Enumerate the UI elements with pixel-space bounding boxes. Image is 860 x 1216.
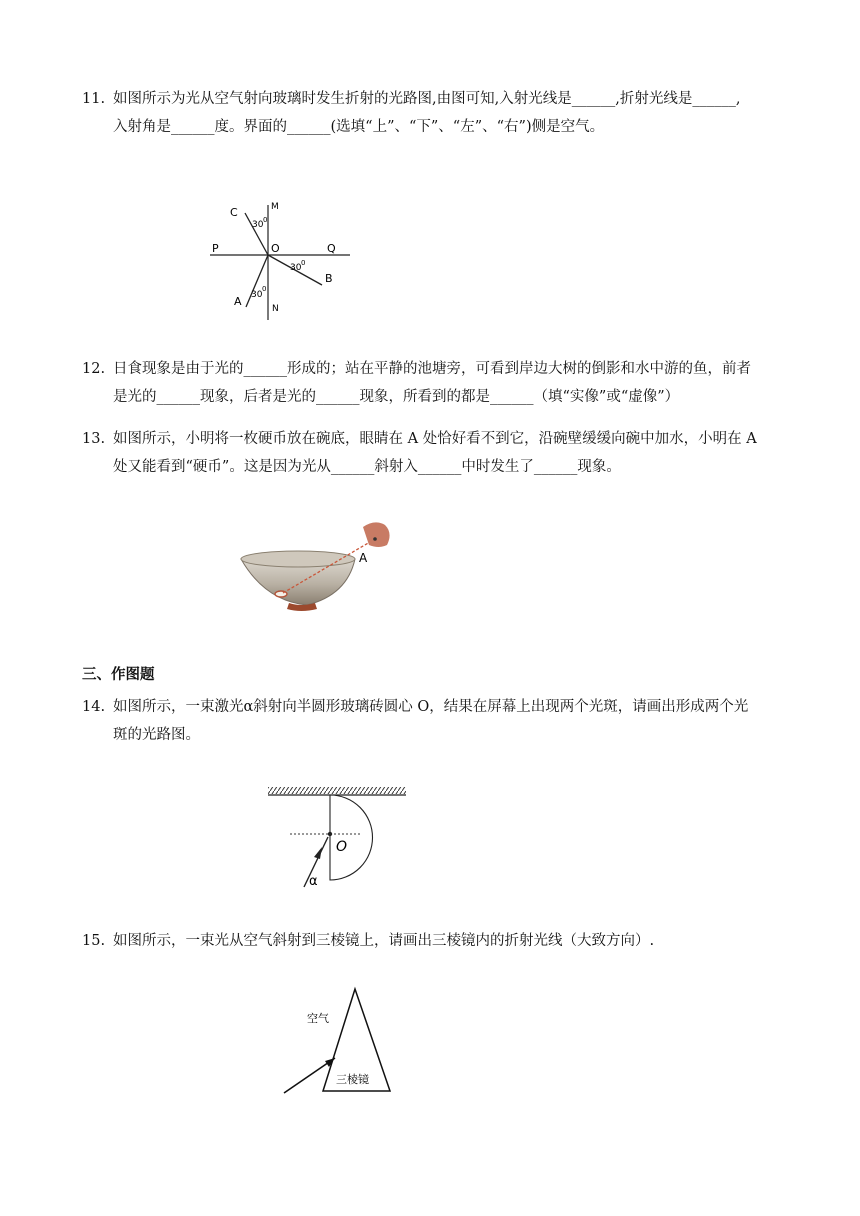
label-c: C	[230, 206, 238, 219]
question-number: 14.	[82, 699, 106, 715]
question-number: 12.	[82, 361, 106, 377]
question-text-line: 如图所示为光从空气射向玻璃时发生折射的光路图,由图可知,入射光线是______,折射光线是______,	[113, 91, 741, 107]
semicircle-glass-figure	[262, 785, 412, 895]
question-11	[82, 85, 782, 141]
label-air: 空气	[307, 1012, 329, 1025]
label-o: O	[336, 839, 348, 855]
question-12	[82, 355, 782, 411]
bowl-coin-figure	[235, 515, 405, 615]
label-alpha: α	[309, 874, 318, 889]
prism-figure	[280, 985, 400, 1100]
degree-mark: 0	[301, 259, 306, 267]
question-text-line: 如图所示，一束激光α斜射向半圆形玻璃砖圆心 O，结果在屏幕上出现两个光斑，请画出形成两个光	[113, 699, 749, 715]
question-number: 13.	[82, 431, 106, 447]
question-text-line: 是光的______现象，后者是光的______现象，所看到的都是______（填“实像”或“虚像”）	[113, 389, 680, 405]
question-number: 15.	[82, 933, 106, 949]
label-prism: 三棱镜	[336, 1073, 369, 1086]
section-title: 三、作图题	[82, 667, 155, 683]
label-o: O	[271, 242, 280, 255]
question-15	[82, 927, 782, 955]
label-a: A	[359, 551, 368, 565]
angle-label-na: 30	[251, 290, 263, 300]
question-text-line: 入射角是______度。界面的______(选填“上”、“下”、“左”、“右”)侧是空气。	[113, 119, 605, 135]
label-a: A	[234, 295, 242, 308]
label-n: N	[272, 304, 279, 314]
label-m: M	[271, 202, 279, 212]
question-text-line: 如图所示，一束光从空气斜射到三棱镜上，请画出三棱镜内的折射光线（大致方向）.	[113, 933, 655, 949]
angle-label-mc: 30	[252, 220, 264, 230]
question-number: 11.	[82, 91, 106, 107]
question-text-line: 日食现象是由于光的______形成的；站在平静的池塘旁，可看到岸边大树的倒影和水中游的鱼，前者	[113, 361, 751, 377]
refraction-diagram	[200, 195, 360, 325]
question-text-line: 如图所示，小明将一枚硬币放在碗底，眼睛在 A 处恰好看不到它，沿碗壁缓缓向碗中加水，小明在 A	[113, 431, 757, 447]
question-text-line: 处又能看到“硬币”。这是因为光从______斜射入______中时发生了______现象。	[113, 459, 621, 475]
question-14	[82, 693, 782, 749]
question-text-line: 斑的光路图。	[113, 727, 200, 743]
label-b: B	[325, 272, 333, 285]
label-q: Q	[327, 242, 336, 255]
degree-mark: 0	[263, 216, 268, 224]
degree-mark: 0	[262, 285, 267, 293]
angle-label-oq: 30	[290, 263, 302, 273]
label-p: P	[212, 242, 219, 255]
question-13	[82, 425, 782, 481]
